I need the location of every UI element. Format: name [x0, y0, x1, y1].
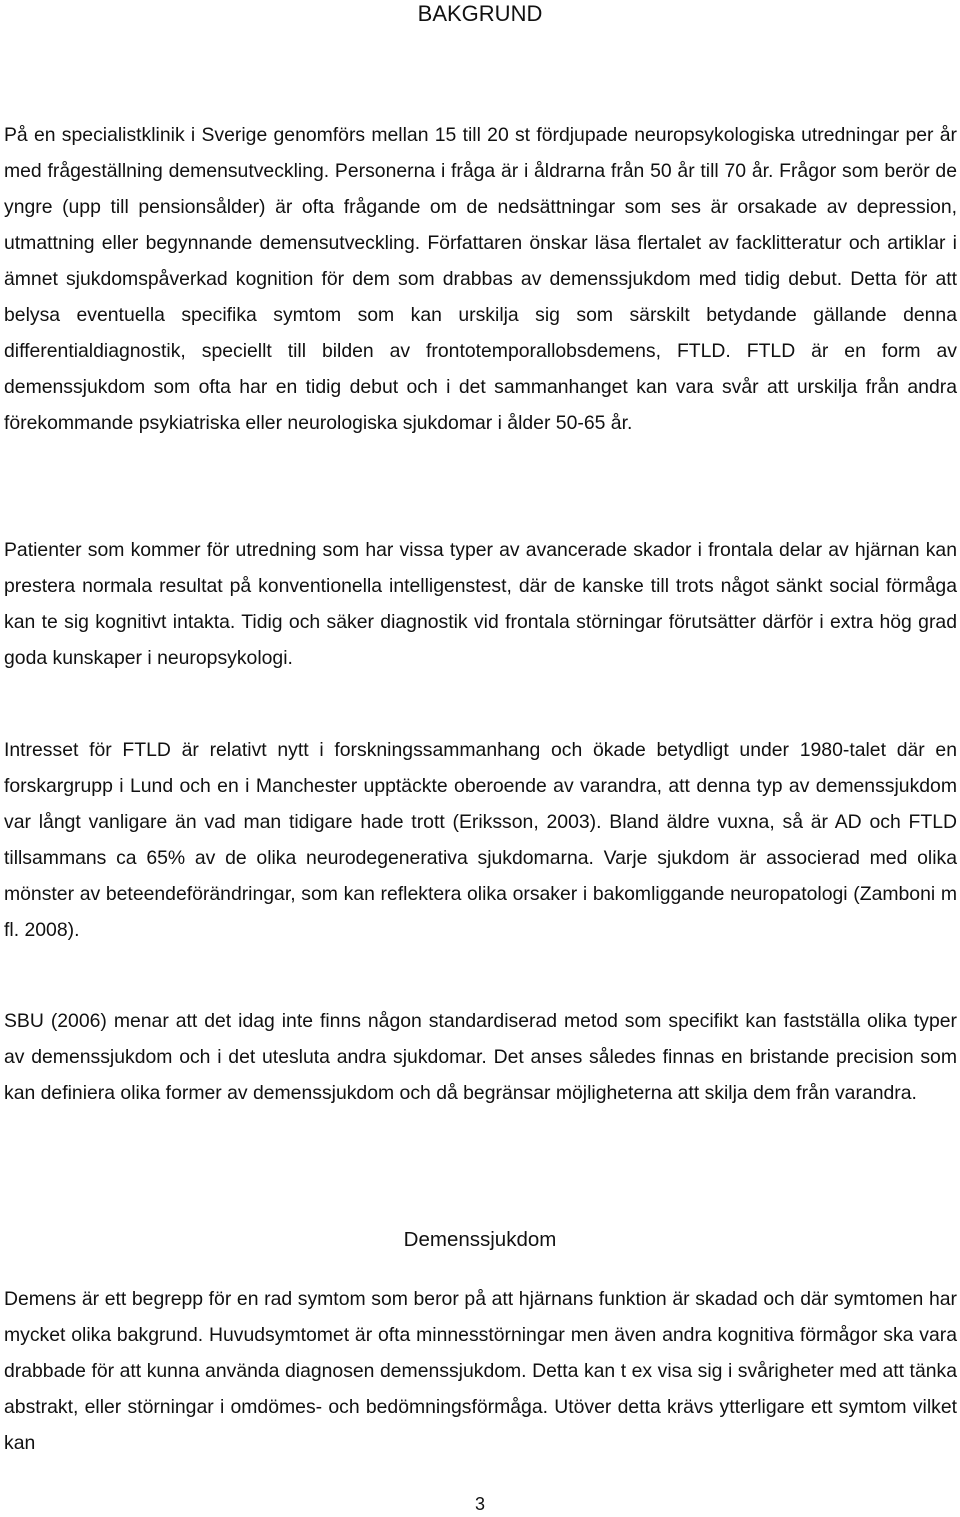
paragraph-intro: På en specialistklinik i Sverige genomförs mellan 15 till 20 st fördjupade neuropsykologiska utredningar per år med frågeställning demensutveckling. Personerna i fråga är i åldrarna från 50 år till 70 år. Frågor som berör de yngre (upp till pensionsålder) är ofta frågande om de nedsättningar som ses är orsakade av depression, utmattning eller begynnande demensutveckling. Författaren önskar läsa flertalet av facklitteratur och artiklar i ämnet sjukdomspåverkad kognition för dem som drabbas av demenssjukdom med tidig debut. Detta för att belysa eventuella specifika symtom som kan urskilja sig som särskilt betydande gällande denna differentialdiagnostik, speciellt till bilden av frontotemporallobsdemens, FTLD. FTLD är en form av demenssjukdom som ofta har en tidig debut och i det sammanhanget kan vara svår att urskilja från andra förekommande psykiatriska eller neurologiska sjukdomar i ålder 50-65 år.	[4, 124, 957, 434]
paragraph-ftld-interest: Intresset för FTLD är relativt nytt i forskningssammanhang och ökade betydligt under 1980-talet där en forskargrupp i Lund och en i Manchester upptäckte oberoende av varandra, att denna typ av demenssjukdom var långt vanligare än vad man tidigare hade trott (Eriksson, 2003). Bland äldre vuxna, så är AD och FTLD tillsammans ca 65% av de olika neurodegenerativa sjukdomarna. Varje sjukdom är associerad med olika mönster av beteendeförändringar, som kan reflektera olika orsaker i bakomliggande neuropatologi (Zamboni m fl. 2008).	[4, 739, 957, 941]
paragraph-dementia-definition: Demens är ett begrepp för en rad symtom som beror på att hjärnans funktion är skadad och där symtomen har mycket olika bakgrund. Huvudsymtomet är ofta minnesstörningar men även andra kognitiva förmågor ska vara drabbade för att kunna använda diagnosen demenssjukdom. Detta kan t ex visa sig i svårigheter med att tänka abstrakt, eller störningar i omdömes- och bedömningsförmåga. Utöver detta krävs ytterligare ett symtom vilket kan	[4, 1288, 957, 1454]
paragraph-sbu: SBU (2006) menar att det idag inte finns någon standardiserad metod som specifikt kan fastställa olika typer av demenssjukdom och i det utesluta andra sjukdomar. Det anses således finnas en bristande precision som kan definiera olika former av demenssjukdom och då begränsar möjligheterna att skilja dem från varandra.	[4, 1010, 957, 1104]
paragraph-frontal-damage: Patienter som kommer för utredning som har vissa typer av avancerade skador i frontala delar av hjärnan kan prestera normala resultat på konventionella intelligenstest, där de kanske till trots något sänkt social förmåga kan te sig kognitivt intakta. Tidig och säker diagnostik vid frontala störningar förutsätter därför i extra hög grad goda kunskaper i neuropsykologi.	[4, 539, 957, 669]
subsection-heading: Demenssjukdom	[403, 1228, 557, 1251]
page-number: 3	[474, 1494, 485, 1514]
section-heading: BAKGRUND	[417, 1, 543, 26]
